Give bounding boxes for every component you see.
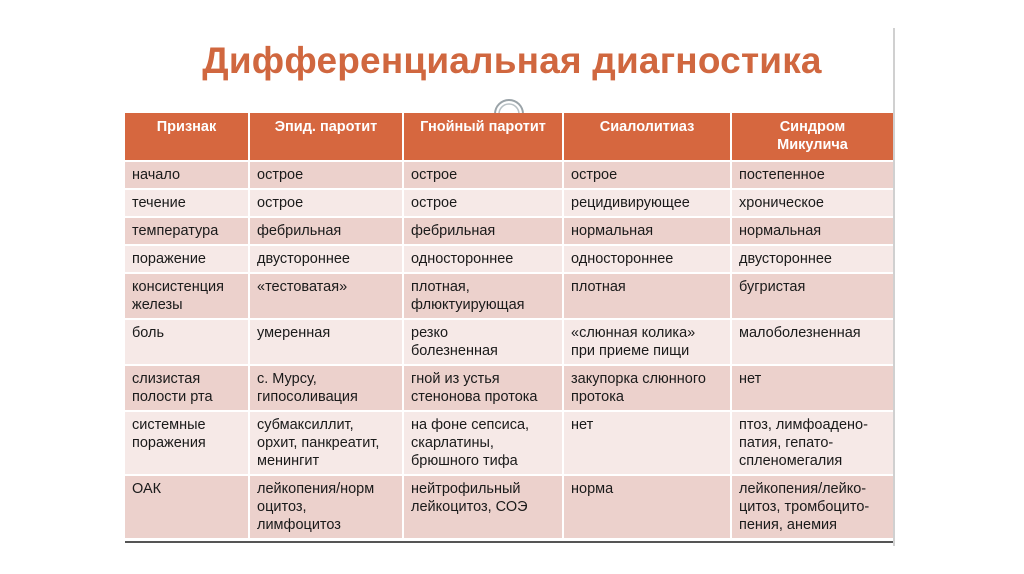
table-cell: лейкопения/лейко- цитоз, тромбоцито- пения, анемия bbox=[731, 475, 893, 539]
table-row bbox=[125, 319, 893, 365]
table-cell: двустороннее bbox=[249, 245, 403, 273]
table-row bbox=[125, 161, 893, 189]
table-cell: рецидивирующее bbox=[563, 189, 731, 217]
table-cell: постепенное bbox=[731, 161, 893, 189]
table-cell: острое bbox=[249, 161, 403, 189]
table-row bbox=[125, 245, 893, 273]
table-row bbox=[125, 365, 893, 411]
table-cell: лейкопения/норм оцитоз, лимфоцитоз bbox=[249, 475, 403, 539]
table-row bbox=[125, 273, 893, 319]
table-row bbox=[125, 217, 893, 245]
table-cell: слизистая полости рта bbox=[125, 365, 249, 411]
table-cell: нормальная bbox=[563, 217, 731, 245]
table-cell: субмаксиллит, орхит, панкреатит, менингит bbox=[249, 411, 403, 475]
table-cell: системные поражения bbox=[125, 411, 249, 475]
table-row bbox=[125, 189, 893, 217]
table-cell: начало bbox=[125, 161, 249, 189]
table-cell: поражение bbox=[125, 245, 249, 273]
table-cell: течение bbox=[125, 189, 249, 217]
table-cell: одностороннее bbox=[403, 245, 563, 273]
table-cell: фебрильная bbox=[249, 217, 403, 245]
table-row bbox=[125, 411, 893, 475]
table-cell: острое bbox=[403, 189, 563, 217]
table-cell: норма bbox=[563, 475, 731, 539]
table-cell: ОАК bbox=[125, 475, 249, 539]
differential-diagnosis-table bbox=[125, 113, 893, 540]
table-cell: на фоне сепсиса, скарлатины, брюшного тифа bbox=[403, 411, 563, 475]
table-cell: резко болезненная bbox=[403, 319, 563, 365]
table-cell: гной из устья стенонова протока bbox=[403, 365, 563, 411]
header-cell: Сиалолитиаз bbox=[563, 113, 731, 161]
table-cell: острое bbox=[249, 189, 403, 217]
table-cell: плотная, флюктуирующая bbox=[403, 273, 563, 319]
slide-bottom-divider bbox=[125, 541, 893, 543]
slide-title: Дифференциальная диагностика bbox=[202, 40, 822, 81]
table-cell: нормальная bbox=[731, 217, 893, 245]
table-row bbox=[125, 475, 893, 539]
table-cell: одностороннее bbox=[563, 245, 731, 273]
table-header-row bbox=[125, 113, 893, 161]
table-cell: нейтрофильный лейкоцитоз, СОЭ bbox=[403, 475, 563, 539]
table-cell: малоболезненная bbox=[731, 319, 893, 365]
table-cell: «слюнная колика» при приеме пищи bbox=[563, 319, 731, 365]
table-cell: с. Мурсу, гипосоливация bbox=[249, 365, 403, 411]
table-cell: нет bbox=[731, 365, 893, 411]
table-cell: «тестоватая» bbox=[249, 273, 403, 319]
table-cell: умеренная bbox=[249, 319, 403, 365]
table-cell: бугристая bbox=[731, 273, 893, 319]
table-cell: боль bbox=[125, 319, 249, 365]
diagnosis-table-container bbox=[125, 113, 893, 541]
table-cell: консистенция железы bbox=[125, 273, 249, 319]
table-cell: острое bbox=[563, 161, 731, 189]
slide-edge-divider bbox=[893, 28, 895, 546]
table-cell: птоз, лимфоадено- патия, гепато- спленомегалия bbox=[731, 411, 893, 475]
table-cell: закупорка слюнного протока bbox=[563, 365, 731, 411]
header-cell: Синдром Микулича bbox=[731, 113, 893, 161]
header-cell: Гнойный паротит bbox=[403, 113, 563, 161]
header-cell: Эпид. паротит bbox=[249, 113, 403, 161]
table-cell: хроническое bbox=[731, 189, 893, 217]
table-cell: фебрильная bbox=[403, 217, 563, 245]
table-cell: температура bbox=[125, 217, 249, 245]
table-cell: острое bbox=[403, 161, 563, 189]
table-cell: нет bbox=[563, 411, 731, 475]
table-cell: плотная bbox=[563, 273, 731, 319]
header-cell: Признак bbox=[125, 113, 249, 161]
table-cell: двустороннее bbox=[731, 245, 893, 273]
